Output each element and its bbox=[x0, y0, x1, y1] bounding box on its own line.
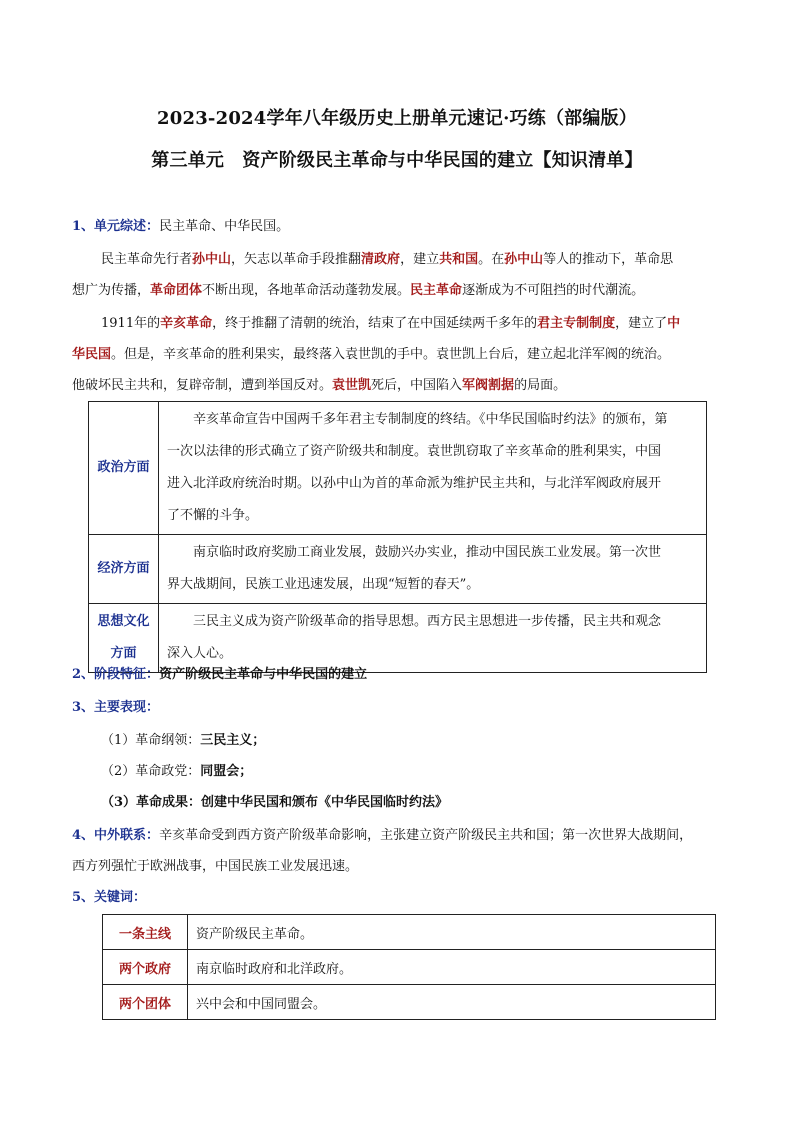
item-value: 同盟会； bbox=[200, 764, 253, 779]
row-header-line: 方面 bbox=[110, 646, 137, 661]
content-line: 界大战期间，民族工业迅速发展，出现“短暂的春天”。 bbox=[167, 577, 480, 592]
table-row bbox=[103, 915, 716, 950]
content-line: 深入人心。 bbox=[167, 646, 233, 661]
section-number: 5、 bbox=[72, 890, 95, 905]
text: 想广为传播， bbox=[72, 283, 151, 298]
row-header: 经济方面 bbox=[89, 535, 159, 604]
text: 等人的推动下，革命思 bbox=[543, 252, 674, 267]
text: ，建立 bbox=[400, 252, 440, 267]
section-label: 主要表现： bbox=[94, 700, 160, 715]
text: ，建立了 bbox=[615, 316, 668, 331]
content-line: 三民主义成为资产阶级革命的指导思想。西方民主思想进一步传播，民主共和观念 bbox=[193, 614, 662, 629]
section-2-heading bbox=[72, 666, 732, 684]
value-cell: 南京临时政府和北洋政府。 bbox=[188, 950, 716, 985]
keyword: 袁世凯 bbox=[332, 378, 372, 393]
list-item bbox=[101, 763, 761, 781]
keyword: 共和国 bbox=[439, 252, 479, 267]
paragraph-1-line-2 bbox=[72, 282, 732, 300]
content-line: 了不懈的斗争。 bbox=[167, 508, 259, 523]
table-row bbox=[103, 985, 716, 1020]
content-line: 一次以法律的形式确立了资产阶级共和制度。袁世凯窃取了辛亥革命的胜利果实，中国 bbox=[167, 444, 662, 459]
keyword-cell: 两个政府 bbox=[103, 950, 188, 985]
section-number: 2、 bbox=[72, 667, 95, 682]
text: 他破坏民主共和，复辟帝制，遭到举国反对。 bbox=[72, 378, 333, 393]
section-4-line-1 bbox=[72, 827, 732, 845]
section-label: 关键词： bbox=[94, 890, 147, 905]
text: 死后，中国陷入 bbox=[371, 378, 463, 393]
text: 。在 bbox=[478, 252, 505, 267]
aspects-table bbox=[88, 401, 707, 673]
section-text: 资产阶级民主革命与中华民国的建立 bbox=[159, 667, 368, 682]
table-row bbox=[89, 535, 707, 604]
row-content bbox=[159, 535, 707, 604]
section-label: 中外联系： bbox=[94, 828, 160, 843]
value-cell: 资产阶级民主革命。 bbox=[188, 915, 716, 950]
text: 1911年的 bbox=[101, 316, 161, 331]
item-value: 三民主义； bbox=[200, 733, 266, 748]
keyword: 民主革命 bbox=[410, 283, 463, 298]
keyword: 革命团体 bbox=[150, 283, 203, 298]
table-row bbox=[89, 402, 707, 535]
keyword: 军阀割据 bbox=[462, 378, 515, 393]
item-key: （1）革命纲领： bbox=[101, 733, 201, 748]
row-header-line: 思想文化 bbox=[97, 614, 150, 629]
section-1-heading bbox=[72, 218, 732, 236]
paragraph-2-line-2 bbox=[72, 346, 732, 364]
item-key: （3）革命成果： bbox=[101, 795, 202, 810]
section-3-heading bbox=[72, 699, 732, 717]
text: ，终于推翻了清朝的统治，结束了在中国延续两千多年的 bbox=[212, 316, 538, 331]
table-row bbox=[89, 604, 707, 673]
content-line: 南京临时政府奖励工商业发展，鼓励兴办实业，推动中国民族工业发展。第一次世 bbox=[193, 545, 662, 560]
paragraph-2-line-3 bbox=[72, 377, 732, 395]
section-text: 辛亥革命受到西方资产阶级革命影响，主张建立资产阶级民主共和国；第一次世界大战期间， bbox=[159, 828, 693, 843]
paragraph-1-line-1 bbox=[101, 251, 761, 269]
content-line: 辛亥革命宣告中国两千多年君主专制制度的终结。《中华民国临时约法》的颁布，第 bbox=[193, 412, 668, 427]
row-header bbox=[89, 604, 159, 673]
keyword: 君主专制制度 bbox=[537, 316, 616, 331]
row-header: 政治方面 bbox=[89, 402, 159, 535]
section-text: 民主革命、中华民国。 bbox=[159, 219, 290, 234]
keyword-cell: 一条主线 bbox=[103, 915, 188, 950]
section-5-heading bbox=[72, 889, 732, 907]
text: 。但是，辛亥革命的胜利果实，最终落入袁世凯的手中。袁世凯上台后，建立起北洋军阀的统治。 bbox=[111, 347, 671, 362]
list-item bbox=[101, 794, 761, 812]
section-label: 单元综述： bbox=[94, 219, 160, 234]
item-value: 创建中华民国和颁布《中华民国临时约法》 bbox=[201, 795, 449, 810]
value-cell: 兴中会和中国同盟会。 bbox=[188, 985, 716, 1020]
keyword: 华民国 bbox=[72, 347, 112, 362]
keyword-cell: 两个团体 bbox=[103, 985, 188, 1020]
section-number: 1、 bbox=[72, 219, 95, 234]
text: ，矢志以革命手段推翻 bbox=[231, 252, 362, 267]
section-4-line-2: 西方列强忙于欧洲战事，中国民族工业发展迅速。 bbox=[72, 859, 359, 874]
keyword: 清政府 bbox=[361, 252, 401, 267]
section-number: 4、 bbox=[72, 828, 95, 843]
keyword: 孙中山 bbox=[192, 252, 232, 267]
item-key: （2）革命政党： bbox=[101, 764, 201, 779]
text: 逐渐成为不可阻挡的时代潮流。 bbox=[462, 283, 645, 298]
text: 不断出现，各地革命活动蓬勃发展。 bbox=[202, 283, 411, 298]
paragraph-2-line-1 bbox=[101, 315, 761, 333]
list-item bbox=[101, 732, 761, 750]
section-label: 阶段特征： bbox=[94, 667, 160, 682]
content-line: 进入北洋政府统治时期。以孙中山为首的革命派为维护民主共和，与北洋军阀政府展开 bbox=[167, 476, 662, 491]
keyword: 中 bbox=[667, 316, 681, 331]
text: 民主革命先行者 bbox=[101, 252, 193, 267]
document-title: 2023-2024学年八年级历史上册单元速记·巧练（部编版） bbox=[157, 108, 637, 129]
text: 的局面。 bbox=[514, 378, 567, 393]
keywords-table bbox=[102, 914, 716, 1020]
unit-title: 第三单元 资产阶级民主革命与中华民国的建立【知识清单】 bbox=[151, 150, 643, 171]
keyword: 孙中山 bbox=[504, 252, 544, 267]
table-row bbox=[103, 950, 716, 985]
section-number: 3、 bbox=[72, 700, 95, 715]
row-content bbox=[159, 402, 707, 535]
keyword: 辛亥革命 bbox=[160, 316, 213, 331]
row-content bbox=[159, 604, 707, 673]
